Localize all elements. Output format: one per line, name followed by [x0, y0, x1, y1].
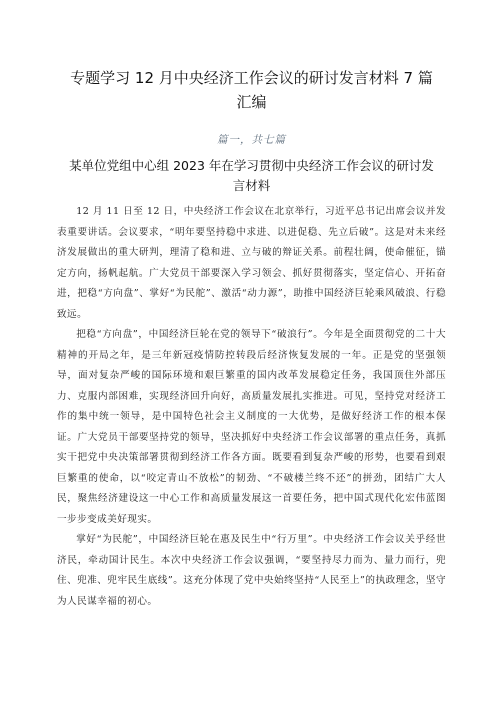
document-title: [57, 0, 446, 114]
paragraph-people: 掌好“为民舵”，中国经济巨轮在惠及民生中“行万里”。中央经济工作会议关乎经世济民，牵动国计民生。本次中央经济工作会议强调，“要坚持尽力而为、量力而行，兜住、兜准、兜牢民生底线”。这充分体现了党中央始终坚持“人民至上”的执政理念，坚守为人民谋幸福的初心。: [57, 534, 446, 607]
document-title-line-1: 专题学习 12 月中央经济工作会议的研讨发言材料 7 篇: [70, 69, 433, 87]
document-body: [57, 202, 446, 612]
section-title-line-2: 言材料: [232, 178, 271, 193]
paragraph-intro: 12 月 11 日至 12 日，中央经济工作会议在北京举行，习近平总书记出席会议并发表重要讲话。会议要求，“明年要坚持稳中求进、以进促稳、先立后破”。这是对未来经济发展做出的重大研判，理清了稳和进、立与破的辩证关系。前程壮阔，使命催征，锚定方向，扬帆起航。广大党员干部要深入学习领会、抓好贯彻落实，坚定信心、开拓奋进，把稳“方向盘”、掌好“为民舵”、激活“动力源”，助推中国经济巨轮乘风破浪、行稳致远。: [57, 206, 446, 320]
part-heading: 篇一，共七篇: [217, 134, 286, 146]
paragraph-direction: 把稳“方向盘”，中国经济巨轮在党的领导下“破浪行”。今年是全面贯彻党的二十大精神的开局之年，是三年新冠疫情防控转段后经济恢复发展的一年。正是党的坚强领导，面对复杂严峻的国际环境和艰巨繁重的国内改革发展稳定任务，我国顶住外部压力、克服内部困难，实现经济回升向好，高质量发展扎实推进。可见，坚持党对经济工作的集中统一领导，是中国特色社会主义制度的一大优势，是做好经济工作的根本保证。广大党员干部要坚持党的领导，坚决抓好中央经济工作会议部署的重点任务，真抓实干把党中央决策部署贯彻到经济工作各方面。既要看到复杂严峻的形势，也要看到艰巨繁重的使命，以“咬定青山不放松”的韧劲、“不破楼兰终不还”的拼劲，团结广大人民，聚焦经济建设这一中心工作和高质量发展这一首要任务，把中国式现代化宏伟蓝图一步步变成美好现实。: [57, 329, 446, 525]
document-title-line-2: 汇编: [236, 93, 267, 111]
section-title: [57, 156, 446, 196]
section-title-line-1: 某单位党组中心组 2023 年在学习贯彻中央经济工作会议的研讨发: [69, 158, 434, 173]
